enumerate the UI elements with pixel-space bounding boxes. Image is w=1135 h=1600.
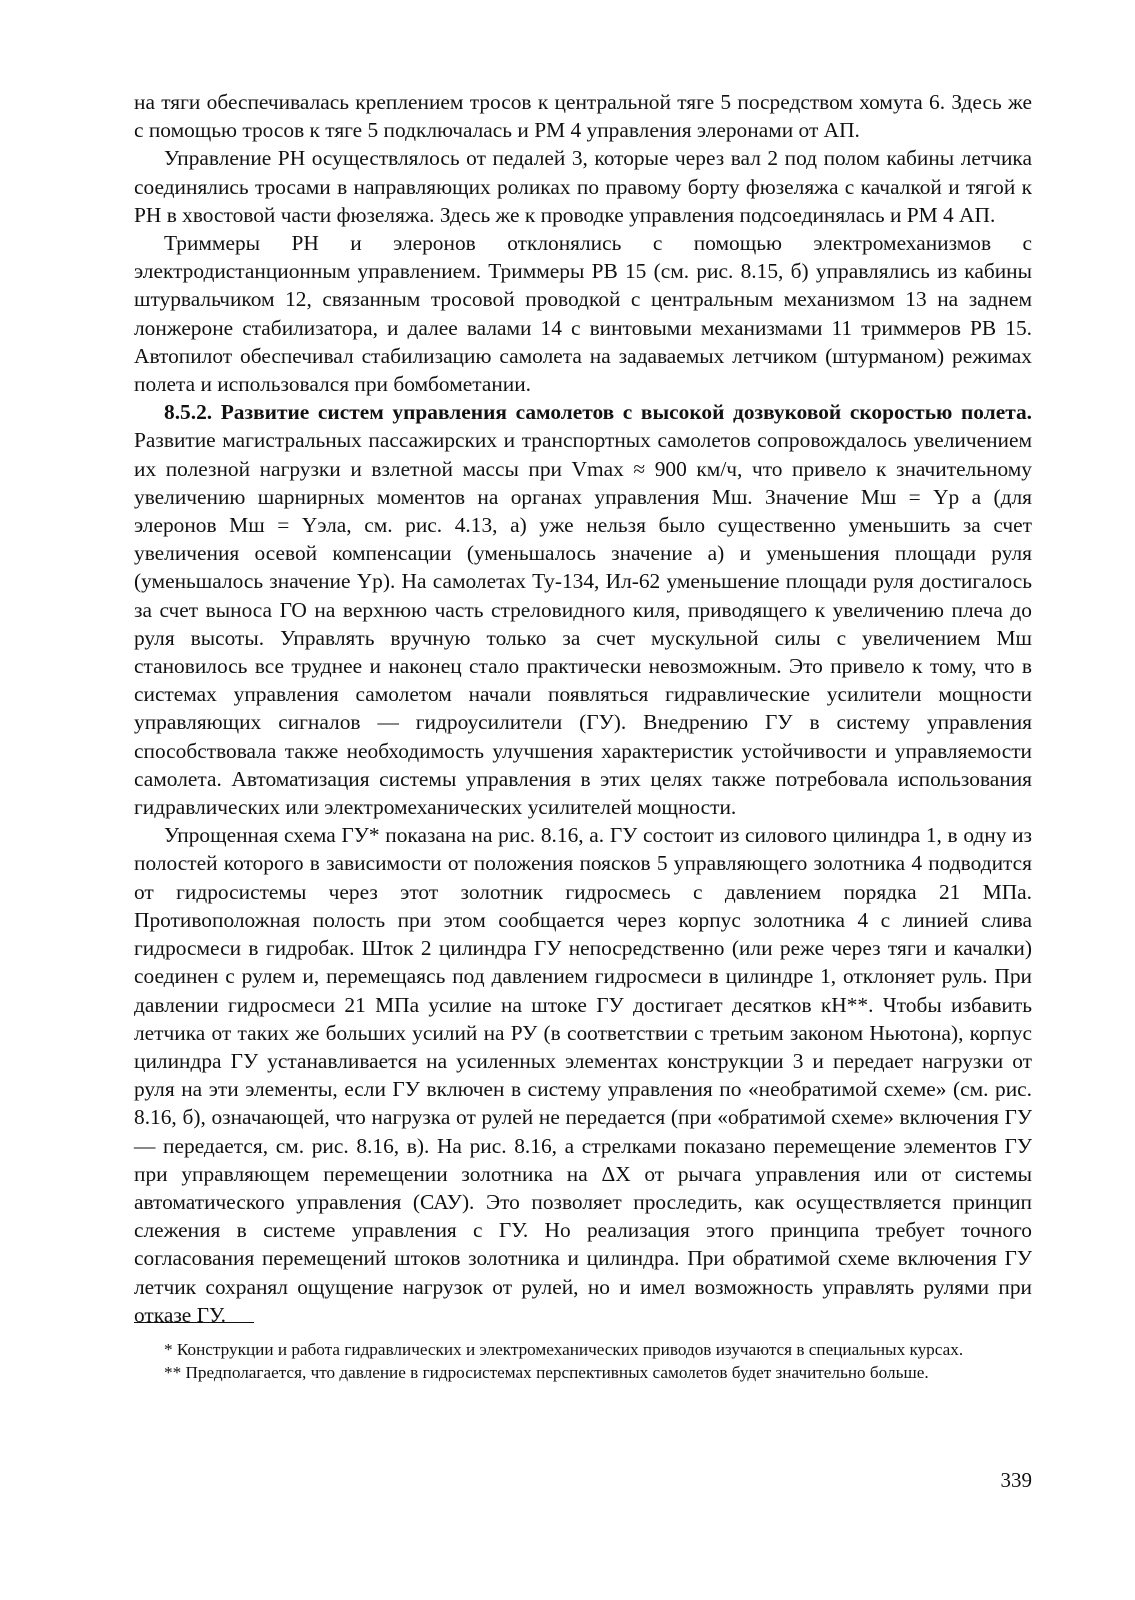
section-heading: 8.5.2. Развитие систем управления самолетов с высокой дозвуковой скоростью полета. <box>164 400 1032 425</box>
footnote-2: ** Предполагается, что давление в гидросистемах перспективных самолетов будет значительно больше. <box>164 1363 929 1382</box>
paragraph-5: Упрощенная схема ГУ* показана на рис. 8.16, а. ГУ состоит из силового цилиндра 1, в одну из полостей которого в зависимости от положения поясков 5 управляющего золотника 4 подводится от гидросистемы через этот золотник гидросмесь с давлением порядка 21 МПа. Противоположная полость при этом сообщается через корпус золотника 4 с линией слива гидросмеси в гидробак. Шток 2 цилиндра ГУ непосредственно (или реже через тяги и качалки) соединен с рулем и, перемещаясь под давлением гидросмеси в цилиндре 1, отклоняет руль. При давлении гидросмеси 21 МПа усилие на штоке ГУ достигает десятков кН**. Чтобы избавить летчика от таких же больших усилий на РУ (в соответствии с третьим законом Ньютона), корпус цилиндра ГУ устанавливается на усиленных элементах конструкции 3 и передает нагрузки от руля на эти элементы, если ГУ включен в систему управления по «необратимой схеме» (см. рис. 8.16, б), означающей, что нагрузка от рулей не передается (при «обратимой схеме» включения ГУ — передается, см. рис. 8.16, в). На рис. 8.16, а стрелками показано перемещение элементов ГУ при управляющем перемещении золотника на ΔX от рычага управления или от системы автоматического управления (САУ). Это позволяет проследить, как осуществляется принцип слежения в системе управления с ГУ. Но реализация этого принципа требует точного согласования перемещений штоков золотника и цилиндра. При обратимой схеме включения ГУ летчик сохранял ощущение нагрузок от рулей, но и имел возможность управлять рулями при отказе ГУ. <box>134 823 1032 1327</box>
footnotes <box>134 1338 1032 1384</box>
page-body <box>134 88 1032 1329</box>
paragraph-3: Триммеры РН и элеронов отклонялись с помощью электромеханизмов с электродистанционным управлением. Триммеры РВ 15 (см. рис. 8.15, б) управлялись из кабины штурвальчиком 12, связанным тросовой проводкой с центральным механизмом 13 на заднем лонжероне стабилизатора, и далее валами 14 с винтовыми механизмами 11 триммеров РВ 15. Автопилот обеспечивал стабилизацию самолета на задаваемых летчиком (штурманом) режимах полета и использовался при бомбометании. <box>134 231 1032 397</box>
footnote-divider <box>134 1322 254 1323</box>
page-number: 339 <box>1000 1468 1032 1492</box>
footnote-1: * Конструкции и работа гидравлических и электромеханических приводов изучаются в специальных курсах. <box>164 1340 964 1359</box>
paragraph-2: Управление РН осуществлялось от педалей 3, которые через вал 2 под полом кабины летчика соединялись тросами в направляющих роликах по правому борту фюзеляжа с качалкой и тягой к РН в хвостовой части фюзеляжа. Здесь же к проводке управления подсоединялась и РМ 4 АП. <box>134 146 1032 227</box>
paragraph-1: на тяги обеспечивалась креплением тросов к центральной тяге 5 посредством хомута 6. Здесь же с помощью тросов к тяге 5 подключалась и РМ 4 управления элеронами от АП. <box>134 90 1032 143</box>
paragraph-4-body: Развитие магистральных пассажирских и транспортных самолетов сопровождалось увеличением их полезной нагрузки и взлетной массы при Vmax ≈ 900 км/ч, что привело к значительному увеличению шарнирных моментов на органах управления Mш. Значение Mш = Yр a (для элеронов Mш = Yэлa, см. рис. 4.13, а) уже нельзя было существенно уменьшить за счет увеличения осевой компенсации (уменьшалось значение а) и уменьшения площади руля (уменьшалось значение Yр). На самолетах Ту-134, Ил-62 уменьшение площади руля достигалось за счет выноса ГО на верхнюю часть стреловидного киля, приводящего к увеличению плеча до руля высоты. Управлять вручную только за счет мускульной силы с увеличением Mш становилось все труднее и наконец стало практически невозможным. Это привело к тому, что в системах управления самолетом начали появляться гидравлические усилители мощности управляющих сигналов — гидроусилители (ГУ). Внедрению ГУ в систему управления способствовала также необходимость улучшения характеристик устойчивости и управляемости самолета. Автоматизация системы управления в этих целях также потребовала использования гидравлических или электромеханических усилителей мощности. <box>134 428 1032 820</box>
paragraph-4 <box>134 398 1032 821</box>
